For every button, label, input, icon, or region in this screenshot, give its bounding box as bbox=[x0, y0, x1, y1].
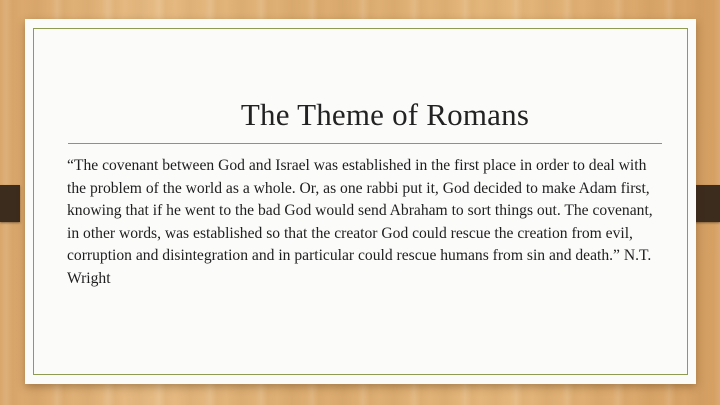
quote-text: “The covenant between God and Israel was established in the first place in order to deal with the problem of the world as a whole. Or, as one rabbi put it, God decided to make Adam first, knowing that if he went to the bad God would send Abraham to sort things out. The covenant, in other words, was established so that the creator God could rescue the creation from evil, corruption and disintegration and in particular could rescue humans from sin and death.” N.T. Wright bbox=[67, 157, 653, 287]
slide-title: The Theme of Romans bbox=[240, 97, 530, 132]
slide-card bbox=[25, 19, 696, 384]
title-divider bbox=[68, 143, 662, 144]
left-tab-decoration bbox=[0, 185, 20, 222]
